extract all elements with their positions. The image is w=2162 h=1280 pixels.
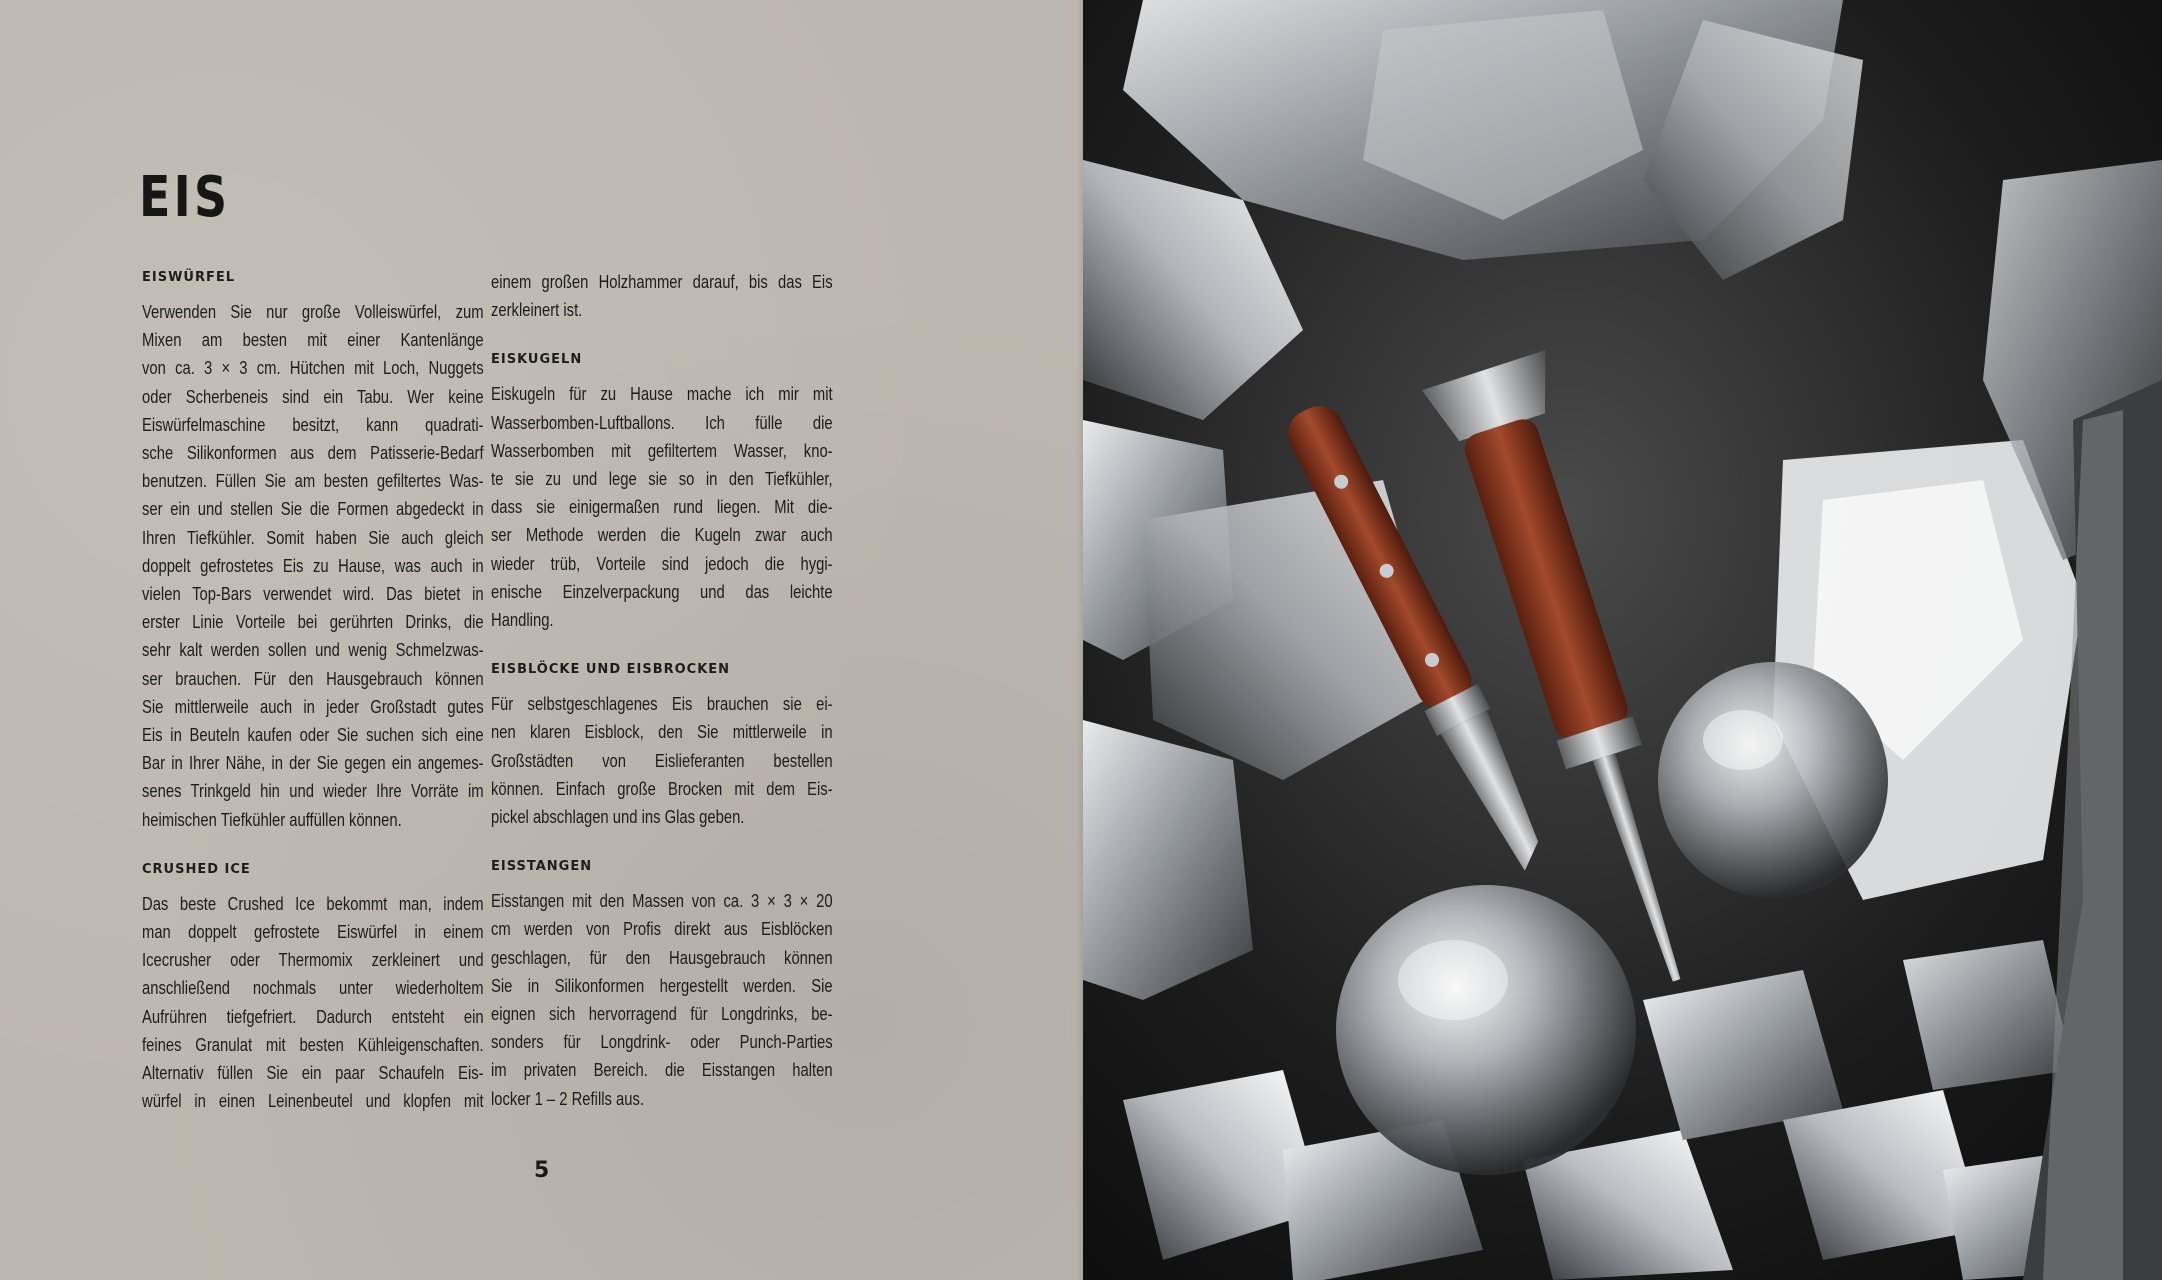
text-line: anschließend nochmals unter wiederholtem bbox=[142, 977, 484, 999]
section-eisbloecke bbox=[491, 660, 833, 831]
text-line: Sie mittlerweile auch in jeder Großstadt gutes bbox=[142, 695, 484, 717]
text-column-1 bbox=[142, 268, 484, 1141]
section-continued bbox=[491, 268, 833, 324]
text-line: feines Granulat mit besten Kühleigenschaften. bbox=[142, 1033, 484, 1055]
text-line: Das beste Crushed Ice bekommt man, indem bbox=[142, 892, 484, 914]
text-line: ser ein und stellen Sie die Formen abgedeckt in bbox=[142, 498, 484, 520]
text-line: Eiswürfelmaschine besitzt, kann quadrati- bbox=[142, 413, 484, 435]
section-heading: EISBLÖCKE UND EISBROCKEN bbox=[491, 662, 731, 678]
text-line: Eiskugeln für zu Hause mache ich mir mit bbox=[491, 383, 833, 405]
text-line: können. Einfach große Brocken mit dem Eis- bbox=[491, 777, 833, 799]
text-line: Sie in Silikonformen hergestellt werden. Sie bbox=[491, 974, 833, 996]
text-line: Wasserbomben mit gefiltertem Wasser, kno- bbox=[491, 439, 833, 461]
text-line: zerkleinert ist. bbox=[491, 299, 583, 321]
text-line: Ihren Tiefkühler. Somit haben Sie auch gleich bbox=[142, 526, 484, 548]
text-line: locker 1 – 2 Refills aus. bbox=[491, 1087, 645, 1109]
text-line: Bar in Ihrer Nähe, in der Sie gegen ein angemes- bbox=[142, 752, 484, 774]
text-line: nen klaren Eisblock, den Sie mittlerweile in bbox=[491, 721, 833, 743]
text-line: von ca. 3 × 3 cm. Hütchen mit Loch, Nuggets bbox=[142, 357, 484, 379]
text-line: geschlagen, für den Hausgebrauch können bbox=[491, 946, 833, 968]
text-line: enische Einzelverpackung und das leichte bbox=[491, 580, 833, 602]
text-line: man doppelt gefrostete Eiswürfel in einem bbox=[142, 921, 484, 943]
section-heading: EISSTANGEN bbox=[491, 859, 593, 875]
page-number: 5 bbox=[534, 1158, 550, 1183]
text-line: doppelt gefrostetes Eis zu Hause, was auch in bbox=[142, 554, 484, 576]
text-column-2 bbox=[491, 268, 833, 1139]
section-eisstangen bbox=[491, 857, 833, 1113]
text-line: einem großen Holzhammer darauf, bis das Eis bbox=[491, 271, 833, 292]
section-heading: EISWÜRFEL bbox=[142, 270, 236, 285]
text-line: würfel in einen Leinenbeutel und klopfen mit bbox=[142, 1090, 484, 1112]
text-line: te sie zu und lege sie so in den Tiefkühler, bbox=[491, 468, 833, 490]
text-line: Verwenden Sie nur große Volleiswürfel, zum bbox=[142, 301, 484, 322]
text-line: Mixen am besten mit einer Kantenlänge bbox=[142, 329, 484, 351]
text-line: oder Scherbeneis sind ein Tabu. Wer keine bbox=[142, 385, 484, 407]
text-line: benutzen. Füllen Sie am besten gefiltertes Was- bbox=[142, 470, 484, 492]
text-line: sonders für Longdrink- oder Punch-Parties bbox=[491, 1031, 833, 1053]
text-line: Handling. bbox=[491, 609, 554, 631]
section-eiswuerfel bbox=[142, 268, 484, 834]
text-line: Aufrühren tiefgefriert. Dadurch entsteht ein bbox=[142, 1005, 484, 1027]
text-line: Icecrusher oder Thermomix zerkleinert und bbox=[142, 949, 484, 971]
ice-photo-illustration bbox=[1083, 0, 2162, 1280]
text-line: ser Methode werden die Kugeln zwar auch bbox=[491, 524, 833, 546]
text-line: dass sie einigermaßen rund liegen. Mit die- bbox=[491, 496, 833, 518]
section-heading: CRUSHED ICE bbox=[142, 861, 251, 877]
text-line: sehr kalt werden sollen und wenig Schmelzwas- bbox=[142, 639, 484, 661]
section-heading: EISKUGELN bbox=[491, 352, 583, 368]
ice-ball-large bbox=[1336, 885, 1636, 1175]
text-line: vielen Top-Bars verwendet wird. Das bietet in bbox=[142, 583, 484, 605]
text-line: heimischen Tiefkühler auffüllen können. bbox=[142, 808, 402, 830]
text-line: ser brauchen. Für den Hausgebrauch können bbox=[142, 667, 484, 689]
page-title: EIS bbox=[139, 165, 231, 230]
text-line: senes Trinkgeld hin und wieder Ihre Vorräte im bbox=[142, 780, 484, 802]
text-line: Eisstangen mit den Massen von ca. 3 × 3 × 20 bbox=[491, 890, 833, 912]
text-line: Für selbstgeschlagenes Eis brauchen sie ei- bbox=[491, 693, 833, 715]
text-line: sche Silikonformen aus dem Patisserie-Bedarf bbox=[142, 442, 484, 464]
text-line: im privaten Bereich. die Eisstangen halten bbox=[491, 1059, 833, 1081]
text-line: Großstädten von Eislieferanten bestellen bbox=[491, 749, 833, 771]
text-line: Alternativ füllen Sie ein paar Schaufeln Eis- bbox=[142, 1062, 484, 1084]
text-line: cm werden von Profis direkt aus Eisblöcken bbox=[491, 918, 833, 940]
text-line: pickel abschlagen und ins Glas geben. bbox=[491, 806, 745, 828]
text-line: wieder trüb, Vorteile sind jedoch die hygi- bbox=[491, 552, 833, 574]
text-line: Eis in Beuteln kaufen oder Sie suchen sich eine bbox=[142, 724, 484, 746]
ice-ball-small bbox=[1658, 662, 1888, 898]
section-crushed-ice bbox=[142, 860, 484, 1116]
text-line: eignen sich hervorragend für Longdrinks, be- bbox=[491, 1003, 833, 1025]
text-line: erster Linie Vorteile bei gerührten Drinks, die bbox=[142, 611, 484, 633]
section-eiskugeln bbox=[491, 350, 833, 634]
ice-photo bbox=[1083, 0, 2162, 1280]
text-line: Wasserbomben-Luftballons. Ich fülle die bbox=[491, 411, 833, 433]
